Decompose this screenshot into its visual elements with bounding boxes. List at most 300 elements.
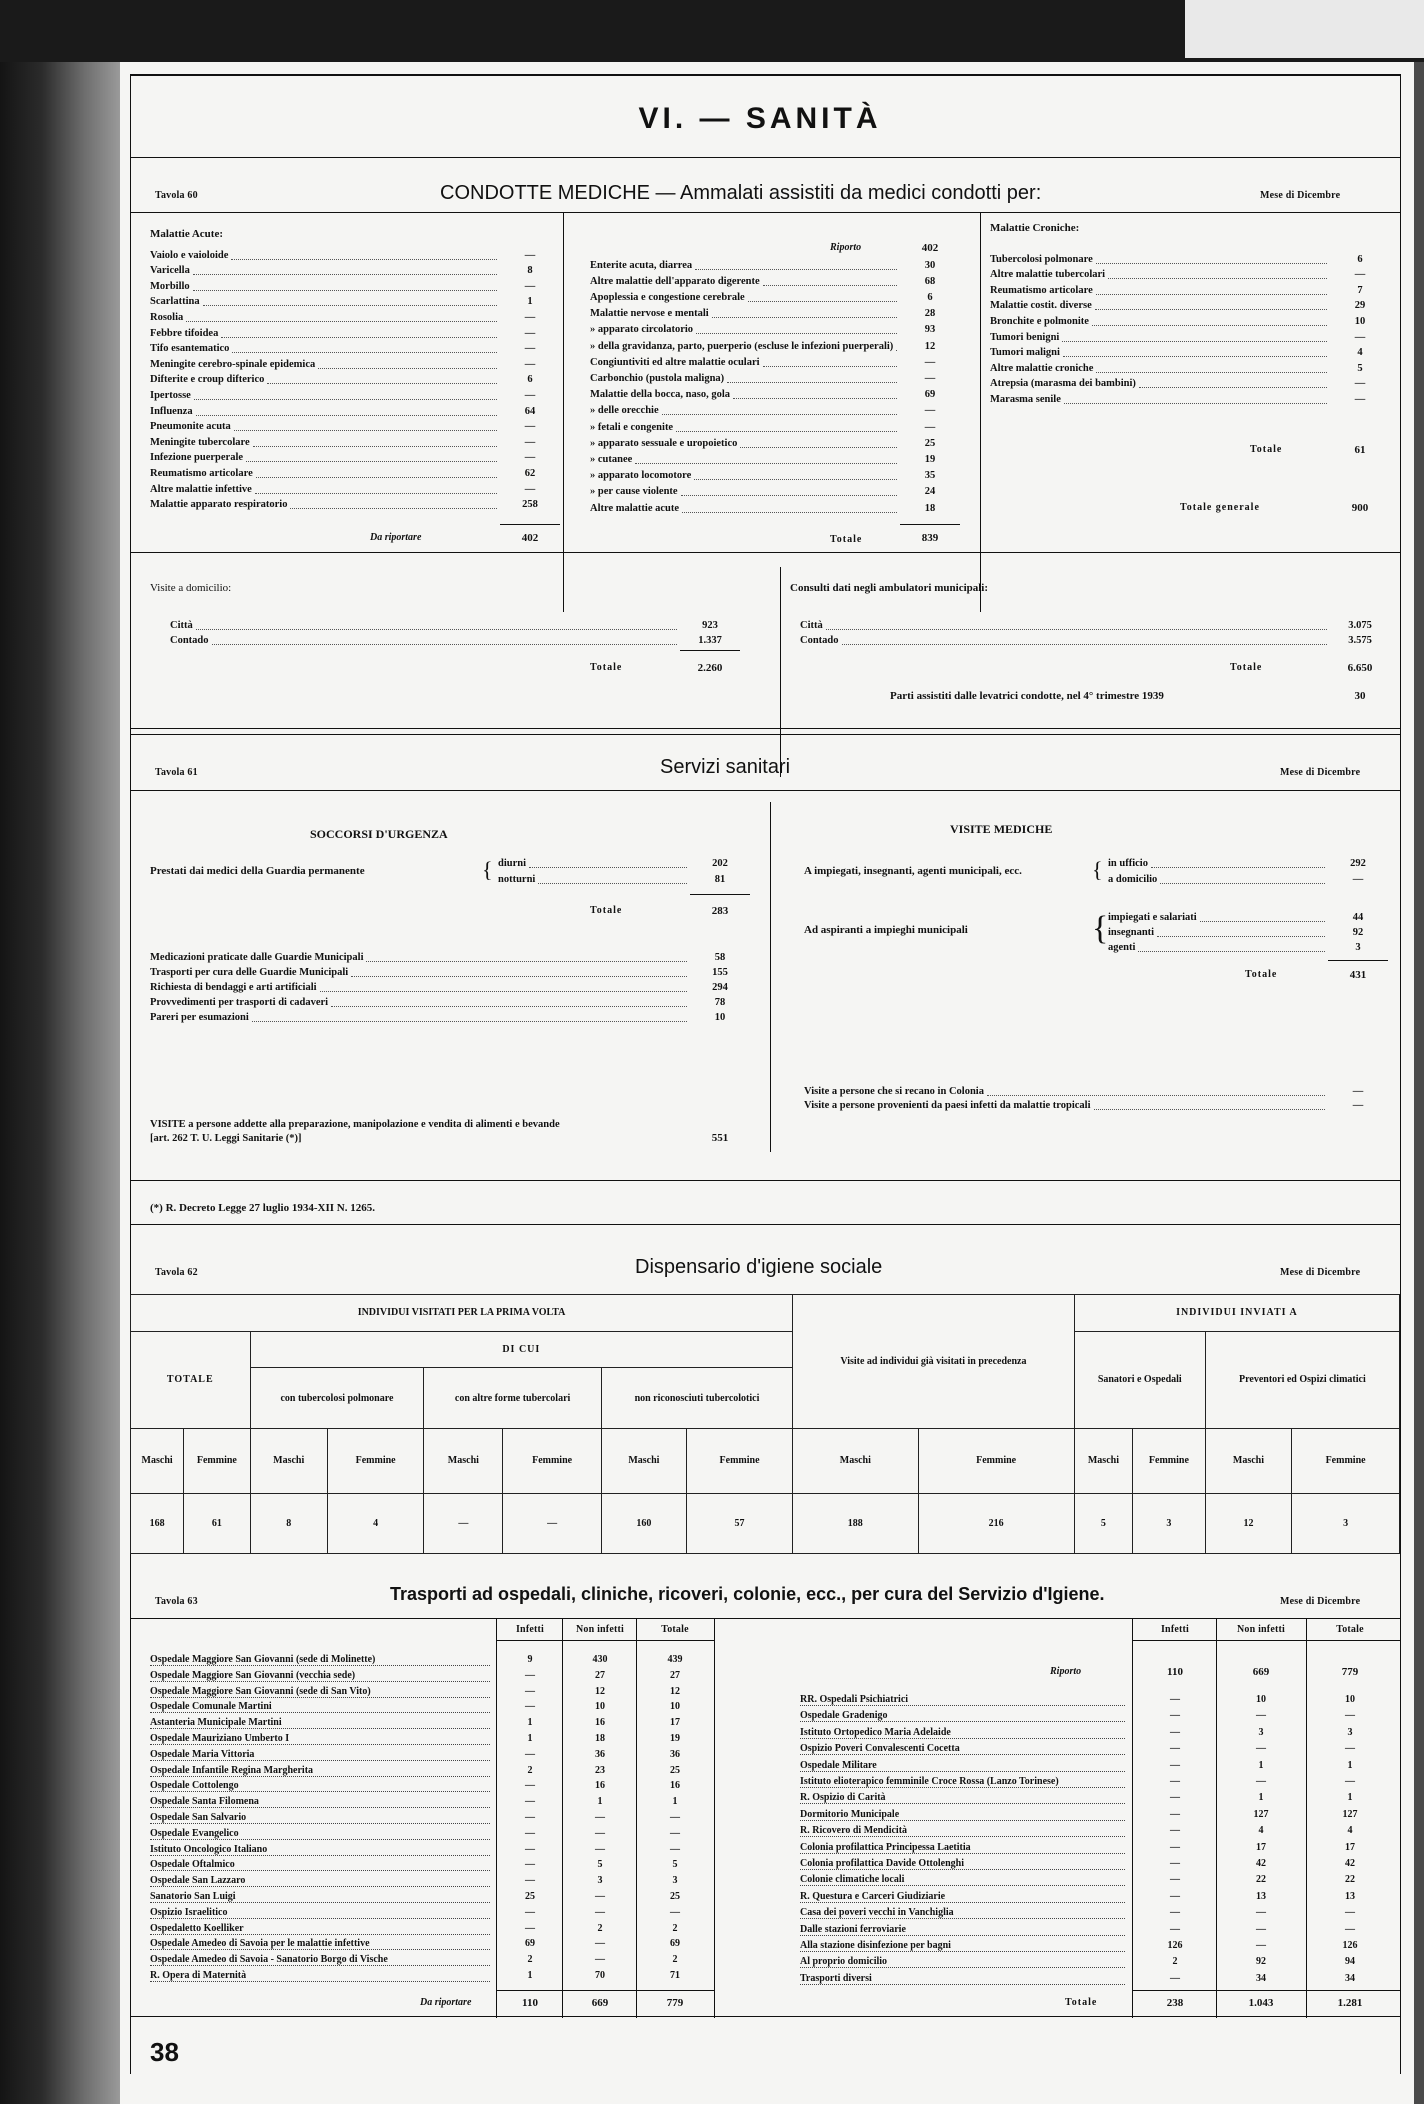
t60-visits-header: Visite a domicilio:: [150, 582, 232, 594]
t60-acute-row-label: Malattie apparato respiratorio: [150, 499, 288, 511]
t63-right-row-label: Ospedale Militare: [800, 1760, 1125, 1772]
t63-right-row-a: —: [1170, 1710, 1180, 1722]
t63-right-row-label: Istituto Ortopedico Maria Adelaide: [800, 1727, 1125, 1739]
t63-riporto-b: 669: [1252, 1666, 1270, 1678]
t60-chronic-row: [990, 314, 1390, 328]
t60-acute-row-label: Altre malattie infettive: [150, 483, 252, 495]
t63-left-total-b: 669: [591, 1997, 609, 2009]
t63-right-sum-rule: [1132, 1990, 1400, 1991]
leader-dots: [1092, 317, 1327, 326]
t61-diurni-row: [498, 856, 750, 870]
t63-left-row-label: Ospedale Mauriziano Umberto I: [150, 1733, 490, 1745]
t62-value-cell: 216: [918, 1493, 1074, 1553]
t63-right-row-b: 3: [1258, 1726, 1264, 1738]
leader-dots: [186, 313, 497, 322]
t63-left-row-b: 5: [597, 1859, 603, 1871]
t60-chronic-row: [990, 299, 1390, 313]
leader-dots: [727, 374, 897, 383]
leader-dots: [193, 282, 497, 291]
t61-head-rule: [130, 790, 1400, 791]
frame-left-rule: [130, 74, 131, 2074]
t60-consults-total-label: Totale: [1230, 662, 1263, 673]
t61-service-row-value: 10: [714, 1011, 726, 1023]
t61-service-row: [150, 1010, 750, 1024]
t62-value-cell: 61: [184, 1493, 250, 1553]
t60-da-riportare-value: 402: [521, 532, 539, 544]
t63-right-row-c: 17: [1345, 1841, 1355, 1853]
t63-riporto-a: 110: [1167, 1666, 1183, 1678]
t63-left-row-label: Ospedale Maria Vittoria: [150, 1749, 490, 1761]
leader-dots: [234, 422, 497, 431]
t63-right-row-a: —: [1170, 1743, 1180, 1755]
leader-dots: [733, 390, 897, 399]
t60-acute-row-value: 64: [524, 405, 536, 417]
t63-left-h-infetti: Infetti: [515, 1624, 545, 1635]
t63-right-row-c: 1: [1347, 1759, 1353, 1771]
scan-border-left: [0, 62, 120, 2104]
t63-left-total-c: 779: [666, 1997, 684, 2009]
t63-right-row-b: 13: [1256, 1890, 1266, 1902]
t63-left-row-label: Ospedale Cottolengo: [150, 1780, 490, 1792]
t63-right-row-a: —: [1170, 1825, 1180, 1837]
t60-consults-row-label: Città: [800, 619, 823, 631]
t63-right-row-c: 94: [1345, 1956, 1355, 1968]
t60-acute-row-value: 1: [527, 296, 533, 308]
t63-right-row-label: Casa dei poveri vecchi in Vanchiglia: [800, 1907, 1125, 1919]
t63-left-h-non-infetti: Non infetti: [575, 1624, 625, 1635]
t62-value-cell: 4: [327, 1493, 423, 1553]
t63-right-row-b: 4: [1258, 1825, 1264, 1837]
leader-dots: [712, 309, 897, 318]
t60-mid-row-label: » della gravidanza, parto, puerperio (escluse le infezioni puerperali): [590, 340, 894, 352]
t63-right-row-c: —: [1345, 1923, 1355, 1935]
leader-dots: [267, 375, 497, 384]
t63-left-row-b: —: [595, 1843, 605, 1855]
t63-right-row-c: —: [1345, 1743, 1355, 1755]
t61-notturni-value: 81: [714, 873, 726, 885]
t60-da-riportare-label: Da riportare: [370, 532, 422, 543]
t62-h-inviati: INDIVIDUI INVIATI A: [1074, 1295, 1399, 1332]
leader-dots: [232, 344, 497, 353]
t60-acute-row-label: Pneumonite acuta: [150, 421, 231, 433]
t63-left-row-b: —: [595, 1827, 605, 1839]
t60-mid-row-value: 12: [924, 340, 936, 352]
t62-h-femmine: Femmine: [327, 1428, 423, 1493]
t61-soccorsi-total-label: Totale: [590, 905, 623, 916]
leader-dots: [662, 406, 897, 415]
leader-dots: [842, 636, 1327, 645]
t63-left-row-c: 25: [670, 1764, 680, 1776]
leader-dots: [763, 277, 897, 286]
leader-dots: [896, 342, 897, 351]
leader-dots: [1108, 270, 1327, 279]
t60-consults-row: [800, 618, 1390, 632]
t63-left-row-a: —: [525, 1843, 535, 1855]
t63-left-row-b: 430: [592, 1654, 608, 1665]
t61-visite-total-label: Totale: [1245, 969, 1278, 980]
t60-mid-row: [590, 485, 960, 499]
leader-dots: [676, 423, 897, 432]
t60-mid-row: [590, 307, 960, 321]
t60-mid-row-value: 68: [924, 275, 936, 287]
t60-acute-row-value: —: [524, 311, 536, 323]
t60-acute-row-label: Morbillo: [150, 280, 190, 292]
t62-h-maschi: Maschi: [424, 1428, 503, 1493]
t60-mid-row-value: —: [924, 372, 936, 384]
t60-mid-row-value: 93: [924, 324, 936, 336]
t61-tropicali-row: [804, 1098, 1388, 1112]
t62-h-non-tub: non riconosciuti tubercolotici: [601, 1368, 792, 1428]
t63-left-row-c: 10: [670, 1701, 680, 1713]
t63-right-row-b: —: [1256, 1940, 1266, 1951]
t61-foot-rule: [130, 1180, 1400, 1181]
t63-left-row-c: 2: [672, 1922, 678, 1934]
t60-chronic-row: [990, 330, 1390, 344]
leader-dots: [1096, 286, 1327, 295]
t63-left-row-b: —: [595, 1954, 605, 1966]
leader-dots: [748, 293, 897, 302]
t60-consults-header: Consulti dati negli ambulatori municipali:: [790, 582, 989, 594]
t60-chronic-row-label: Malattie costit. diverse: [990, 300, 1092, 312]
t63-right-row-label: Istituto elioterapico femminile Croce Rossa (Lanzo Torinese): [800, 1776, 1125, 1788]
t60-visits-total-label: Totale: [590, 662, 623, 673]
t60-mid-row: [590, 436, 960, 450]
t63-right-row-label: Ospedale Gradenigo: [800, 1710, 1125, 1722]
t60-grand-total-value: 900: [1351, 502, 1369, 514]
t62-h-maschi: Maschi: [250, 1428, 327, 1493]
t63-left-row-label: Ospedale Amedeo di Savoia per le malattie infettive: [150, 1938, 490, 1950]
t60-mid-row: [590, 404, 960, 418]
t63-head-rule: [130, 1618, 1400, 1619]
t63-right-row-a: —: [1170, 1759, 1180, 1771]
t63-left-row-label: Astanteria Municipale Martini: [150, 1717, 490, 1729]
t60-chronic-row-label: Altre malattie croniche: [990, 362, 1094, 374]
t63-left-row-label: R. Opera di Maternità: [150, 1970, 490, 1982]
leader-dots: [221, 329, 497, 338]
t62-h-maschi: Maschi: [601, 1428, 686, 1493]
t60-acute-row-value: 8: [527, 265, 533, 277]
leader-dots: [231, 251, 497, 260]
t60-divider: [130, 552, 1400, 553]
t60-mid-row-label: » apparato sessuale e uropoietico: [590, 437, 738, 449]
t60-chronic-total-label: Totale: [1250, 444, 1283, 455]
t61-visite-total-value: 431: [1349, 969, 1367, 981]
t63-left-row-label: Ospedale San Lazzaro: [150, 1875, 490, 1887]
t62-h-femmine: Femmine: [184, 1428, 250, 1493]
leader-dots: [682, 504, 897, 513]
t62-h-dicui: DI CUI: [250, 1331, 793, 1368]
t63-right-h-totale: Totale: [1336, 1624, 1364, 1635]
t60-acute-sum-rule: [500, 524, 560, 525]
t60-acute-row: [150, 404, 560, 418]
t60-head-rule: [130, 212, 1400, 213]
t63-right-row-a: —: [1170, 1907, 1180, 1919]
t63-left-row-b: 36: [595, 1748, 605, 1760]
t63-left-row-a: —: [525, 1812, 535, 1823]
t63-left-row-c: —: [670, 1906, 680, 1918]
t61-service-row: [150, 950, 750, 964]
t60-chronic-row-label: Tubercolosi polmonare: [990, 253, 1093, 265]
t63-right-total-a: 238: [1166, 1997, 1184, 2009]
leader-dots: [253, 438, 497, 447]
t60-acute-row: [150, 264, 560, 278]
t60-acute-row-value: 62: [524, 467, 536, 479]
t63-right-row-label: Dalle stazioni ferroviarie: [800, 1924, 1125, 1936]
t60-grand-total-label: Totale generale: [1180, 502, 1260, 513]
t61-domicilio-row: [1108, 872, 1388, 886]
t62-tavola: Tavola 62: [155, 1267, 198, 1278]
t61-ufficio-row: [1108, 856, 1388, 870]
t63-right-sep-3: [1306, 1618, 1307, 2018]
t60-chronic-row-value: —: [1354, 269, 1366, 281]
t60-mid-row: [590, 290, 960, 304]
t61-soccorsi-title: SOCCORSI D'URGENZA: [310, 827, 448, 841]
t60-acute-row-value: —: [524, 389, 536, 401]
t63-right-h-infetti: Infetti: [1160, 1624, 1190, 1635]
t61-service-row-label: Trasporti per cura delle Guardie Municipali: [150, 966, 349, 978]
t60-acute-row-label: Rosolia: [150, 311, 184, 323]
t63-left-row-b: —: [595, 1812, 605, 1823]
t60-tavola: Tavola 60: [155, 190, 198, 201]
t63-right-row-b: —: [1256, 1907, 1266, 1919]
t63-end-rule: [130, 2016, 1400, 2017]
t60-acute-row: [150, 310, 560, 324]
t63-right-row-label: Colonia profilattica Davide Ottolenghi: [800, 1858, 1125, 1870]
t63-left-row-label: Ospedale San Salvario: [150, 1812, 490, 1824]
t63-left-row-label: Ospedaletto Koelliker: [150, 1923, 490, 1935]
leader-dots: [351, 968, 687, 977]
t63-left-row-c: —: [670, 1827, 680, 1839]
t60-mid-row-label: Enterite acuta, diarrea: [590, 259, 693, 271]
t62-h-preventori: Preventori ed Ospizi climatici: [1205, 1331, 1399, 1428]
t63-right-row-a: —: [1170, 1972, 1180, 1984]
t63-right-row-label: Dormitorio Municipale: [800, 1809, 1125, 1821]
t60-acute-row: [150, 326, 560, 340]
leader-dots: [740, 439, 897, 448]
t60-mid-row: [590, 420, 960, 434]
t63-left-row-c: 2: [672, 1954, 678, 1966]
t62-h-maschi: Maschi: [1074, 1428, 1132, 1493]
t61-colonie-label: Visite a persone che si recano in Colonia: [804, 1085, 984, 1097]
t61-col-sep: [770, 802, 771, 1152]
t63-right-row-b: 17: [1256, 1841, 1266, 1853]
t63-left-row-c: 19: [670, 1733, 680, 1744]
t63-right-row-b: 10: [1256, 1694, 1266, 1705]
t60-mid-row: [590, 388, 960, 402]
t60-chronic-row: [990, 377, 1390, 391]
t63-left-h-rule: [496, 1640, 714, 1641]
t63-right-row-label: Al proprio domicilio: [800, 1956, 1125, 1968]
t63-left-row-b: —: [595, 1906, 605, 1918]
t60-mid-row: [590, 323, 960, 337]
section-title: VI. — SANITÀ: [638, 102, 882, 135]
t63-left-row-a: —: [525, 1875, 535, 1887]
t60-chronic-row: [990, 346, 1390, 360]
leader-dots: [1064, 395, 1327, 404]
t63-left-row-b: 16: [595, 1780, 605, 1792]
t60-parti-value: 30: [1354, 690, 1366, 702]
t60-consults-row-label: Contado: [800, 634, 839, 646]
t60-acute-row: [150, 482, 560, 496]
t60-chronic-row-value: 4: [1357, 347, 1363, 359]
leader-dots: [1095, 301, 1327, 310]
t63-right-row-b: 1: [1258, 1759, 1264, 1771]
t63-left-row-b: 18: [595, 1733, 605, 1744]
t60-acute-row-label: Infezione puerperale: [150, 452, 244, 464]
t63-right-row-label: R. Ricovero di Mendicità: [800, 1825, 1125, 1837]
t60-mid-row-value: —: [924, 405, 936, 417]
t63-left-row-c: 439: [667, 1654, 683, 1665]
t62-h-femmine: Femmine: [686, 1428, 792, 1493]
t63-left-row-c: 1: [672, 1796, 678, 1808]
t61-diurni-label: diurni: [498, 857, 527, 869]
t63-left-row-b: —: [595, 1938, 605, 1950]
t63-left-row-a: 2: [527, 1764, 533, 1776]
t62-table: [130, 1294, 1400, 1554]
t60-chronic-row: [990, 268, 1390, 282]
t63-right-row-b: —: [1256, 1776, 1266, 1787]
t60-mid-row-value: 69: [924, 389, 936, 401]
t60-acute-row: [150, 248, 560, 262]
scan-border-top-light: [1185, 0, 1424, 58]
t63-left-total-label: Da riportare: [420, 1997, 472, 2008]
t61-service-row: [150, 980, 750, 994]
t61-domicilio-value: —: [1352, 873, 1364, 885]
t60-acute-row-value: 6: [527, 374, 533, 386]
t60-acute-row-label: Reumatismo articolare: [150, 467, 253, 479]
t63-right-row-a: —: [1170, 1792, 1180, 1804]
t60-mid-sum-rule: [900, 524, 960, 525]
t63-right-row-a: —: [1170, 1776, 1180, 1787]
leader-dots: [256, 469, 497, 478]
t60-acute-row-label: Influenza: [150, 405, 193, 417]
leader-dots: [635, 455, 897, 464]
t62-h-femmine: Femmine: [1292, 1428, 1400, 1493]
t62-value-cell: 12: [1205, 1493, 1291, 1553]
t60-mid-row-label: Altre malattie acute: [590, 502, 680, 514]
title-rule: [130, 157, 1400, 158]
t60-mid-row-value: —: [924, 356, 936, 368]
t62-value-cell: 3: [1292, 1493, 1400, 1553]
t63-left-row-c: 12: [670, 1685, 680, 1697]
t63-left-row-label: Ospizio Israelitico: [150, 1907, 490, 1919]
t60-chronic-row: [990, 252, 1390, 266]
leader-dots: [318, 360, 497, 369]
t60-acute-row-value: —: [524, 280, 536, 292]
t63-left-row-label: Ospedale Evangelico: [150, 1828, 490, 1840]
t60-consults-row-value: 3.575: [1348, 634, 1372, 646]
t62-value-cell: —: [424, 1493, 503, 1553]
t60-mid-row-value: 18: [924, 502, 936, 514]
t60-acute-row: [150, 420, 560, 434]
t60-riporto-value: 402: [921, 242, 939, 254]
t61-service-row: [150, 965, 750, 979]
t60-mid-total-label: Totale: [830, 534, 863, 545]
t63-left-row-c: 27: [670, 1669, 680, 1681]
t63-left-row-c: 16: [670, 1780, 680, 1792]
t63-left-row-label: Ospedale Infantile Regina Margherita: [150, 1765, 490, 1777]
t60-chronic-row: [990, 392, 1390, 406]
t63-left-row-b: 12: [595, 1685, 605, 1697]
t62-h-sanatori: Sanatori e Ospedali: [1074, 1331, 1205, 1428]
t63-right-row-b: 92: [1256, 1956, 1266, 1968]
leader-dots: [255, 485, 497, 494]
t61-service-row-value: 78: [714, 996, 726, 1008]
t60-chronic-row-label: Tumori benigni: [990, 331, 1060, 343]
t63-right-row-c: —: [1345, 1710, 1355, 1722]
t60-acute-row: [150, 357, 560, 371]
t61-agenti-label: agenti: [1108, 941, 1136, 953]
t60-visits-sep: [780, 567, 781, 777]
leader-dots: [331, 998, 687, 1007]
t60-chronic-row-value: —: [1354, 331, 1366, 343]
t60-mid-row-value: —: [924, 421, 936, 433]
t60-mid-row-label: » per cause violente: [590, 486, 678, 498]
leader-dots: [681, 487, 897, 496]
t63-left-row-a: 69: [525, 1938, 535, 1950]
t60-acute-row-value: —: [524, 343, 536, 355]
t63-right-row-a: 126: [1167, 1940, 1183, 1951]
t63-right-row-a: —: [1170, 1841, 1180, 1853]
t63-right-total-c: 1.281: [1337, 1997, 1363, 2009]
t62-value-cell: 57: [686, 1493, 792, 1553]
t62-h-totale: TOTALE: [131, 1331, 251, 1428]
t60-acute-row-label: Scarlattina: [150, 296, 200, 308]
t63-left-row-a: 1: [527, 1717, 533, 1729]
t60-acute-header: Malattie Acute:: [150, 228, 223, 240]
t63-right-row-label: R. Questura e Carceri Giudiziarie: [800, 1891, 1125, 1903]
t60-acute-row-value: —: [524, 249, 536, 261]
t62-value-cell: —: [503, 1493, 601, 1553]
page-number: 38: [150, 2037, 179, 2067]
leader-dots: [1096, 364, 1327, 373]
t63-title: Trasporti ad ospedali, cliniche, ricoveri, colonie, ecc., per cura del Servizio d'Igiene.: [390, 1584, 1105, 1604]
t60-chronic-row-label: Altre malattie tubercolari: [990, 269, 1106, 281]
t63-left-row-a: 2: [527, 1954, 533, 1966]
t63-left-row-c: 71: [670, 1970, 680, 1981]
t60-visits-row-value: 923: [702, 619, 718, 631]
t61-service-row-label: Richiesta di bendaggi e arti artificiali: [150, 981, 317, 993]
leader-dots: [696, 325, 897, 334]
t60-acute-row-label: Vaiolo e vaioloide: [150, 249, 229, 261]
t61-visite-text: VISITE a persone addette alla preparazione, manipolazione e vendita di alimenti e bevande [art. 262 T. U. Leggi Sanitarie (*)]: [150, 1119, 560, 1144]
t60-mid-row-label: Carbonchio (pustola maligna): [590, 372, 725, 384]
t63-left-row-label: Ospedale Maggiore San Giovanni (vecchia sede): [150, 1670, 490, 1682]
t63-left-row-b: 70: [595, 1970, 605, 1981]
t60-mid-row-label: Malattie della bocca, naso, gola: [590, 389, 730, 401]
t60-chronic-row-value: —: [1354, 378, 1366, 390]
t61-brace-3: {: [1092, 910, 1109, 947]
t62-value-row: [131, 1493, 1400, 1553]
t60-mid-row: [590, 258, 960, 272]
t60-mid-row-label: » delle orecchie: [590, 405, 659, 417]
t61-service-row-value: 294: [712, 981, 728, 993]
t61-salariati-row: [1108, 910, 1388, 924]
t60-mid-row-label: Apoplessia e congestione cerebrale: [590, 291, 745, 303]
t61-salariati-label: impiegati e salariati: [1108, 911, 1197, 923]
t63-left-row-b: 27: [595, 1669, 605, 1681]
t63-right-row-label: Ospizio Poveri Convalescenti Cocetta: [800, 1743, 1125, 1755]
t62-sex-row: [131, 1428, 1400, 1493]
t60-end-rule-2: [130, 734, 1400, 735]
t60-consults-row-value: 3.075: [1348, 619, 1372, 631]
t61-agenti-row: [1108, 940, 1388, 954]
leader-dots: [320, 983, 687, 992]
t60-mid-row: [590, 469, 960, 483]
t63-right-row-c: 10: [1345, 1694, 1355, 1705]
t60-month: Mese di Dicembre: [1260, 190, 1341, 201]
t63-right-row-c: 126: [1342, 1940, 1358, 1951]
